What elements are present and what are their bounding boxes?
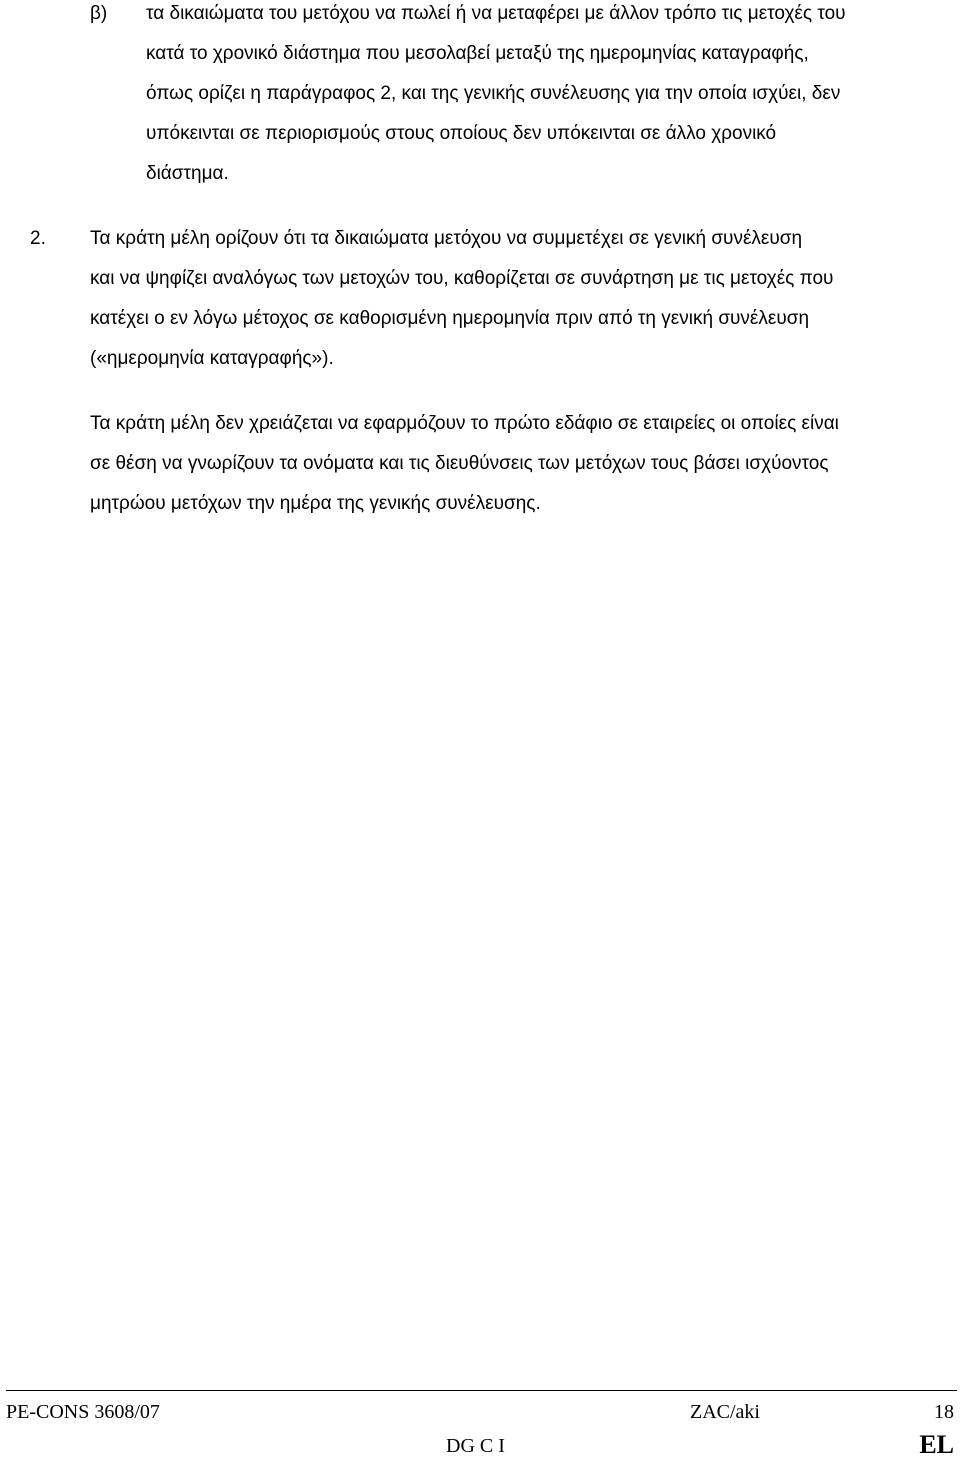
footer-language-code: EL xyxy=(919,1430,954,1459)
text-line: («ημερομηνία καταγραφής»). xyxy=(90,348,334,369)
text-line: διάστημα. xyxy=(146,163,229,184)
text-line: 2. Τα κράτη μέλη ορίζουν ότι τα δικαιώματα μετόχου να συμμετέχει σε γενική συνέλευση xyxy=(30,228,803,249)
text-line: κατά το χρονικό διάστημα που μεσολαβεί μεταξύ της ημερομηνίας καταγραφής, xyxy=(146,43,809,64)
footer-directorate: DG C I xyxy=(446,1435,505,1457)
footer-initials: ZAC/aki xyxy=(690,1401,760,1423)
text-line: υπόκεινται σε περιορισμούς στους οποίους δεν υπόκεινται σε άλλο χρονικό xyxy=(146,123,777,144)
text-line: Τα κράτη μέλη δεν χρειάζεται να εφαρμόζουν το πρώτο εδάφιο σε εταιρείες οι οποίες είναι xyxy=(90,413,839,434)
paragraph-2 xyxy=(30,219,956,379)
text-line: τα δικαιώματα του μετόχου να πωλεί ή να μεταφέρει με άλλον τρόπο τις μετοχές του xyxy=(146,3,846,24)
list-item-text xyxy=(146,0,958,194)
paragraph-3 xyxy=(90,404,956,524)
text-line: σε θέση να γνωρίζουν τα ονόματα και τις διευθύνσεις των μετόχων τους βάσει ισχύοντος xyxy=(90,453,829,474)
footer-document-reference: PE-CONS 3608/07 xyxy=(6,1401,160,1423)
text-line: κατέχει ο εν λόγω μέτοχος σε καθορισμένη ημερομηνία πριν από τη γενική συνέλευση xyxy=(90,308,810,329)
footer-divider xyxy=(6,1390,957,1391)
text-line: μητρώου μετόχων την ημέρα της γενικής συνέλευσης. xyxy=(90,493,541,514)
footer-page-number: 18 xyxy=(934,1401,954,1423)
list-marker: β) xyxy=(90,3,108,24)
text-line-content: Τα κράτη μέλη ορίζουν ότι τα δικαιώματα μετόχου να συμμετέχει σε γενική συνέλευση xyxy=(90,228,803,249)
text-line: όπως ορίζει η παράγραφος 2, και της γενικής συνέλευσης για την οποία ισχύει, δεν xyxy=(146,83,841,104)
text-line: και να ψηφίζει αναλόγως των μετοχών του, καθορίζεται σε συνάρτηση με τις μετοχές που xyxy=(90,268,834,289)
